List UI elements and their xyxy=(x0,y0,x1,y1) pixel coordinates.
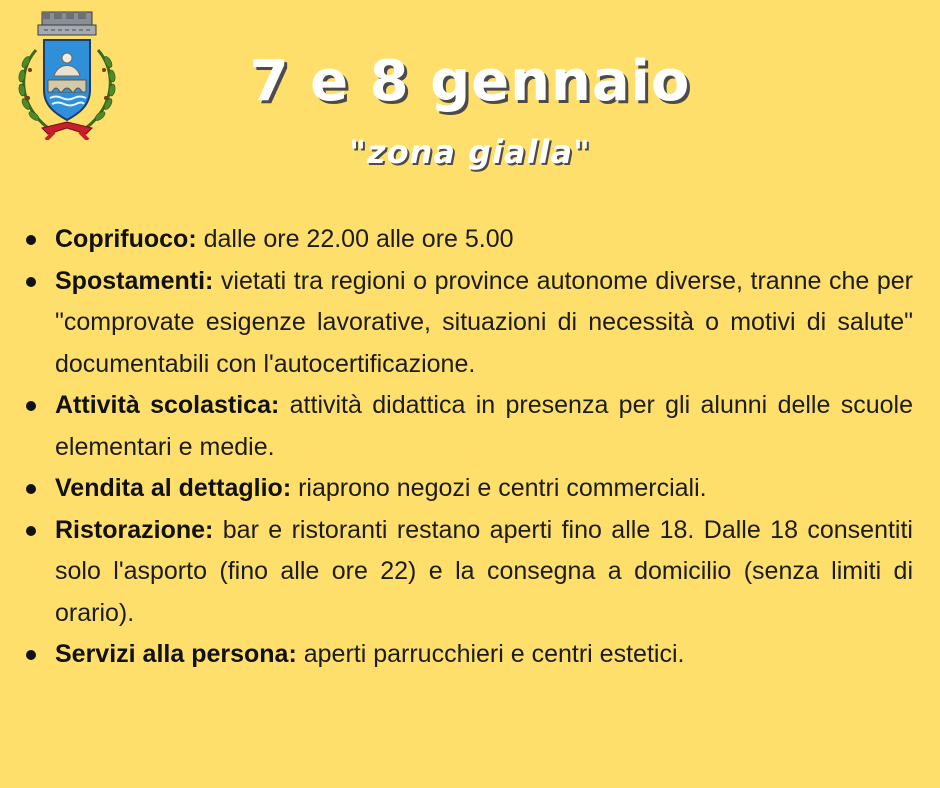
item-text: riaprono negozi e centri commerciali. xyxy=(291,474,707,502)
item-label: Coprifuoco: xyxy=(55,225,197,253)
item-label: Vendita al dettaglio: xyxy=(55,474,292,502)
bullet-icon xyxy=(26,235,36,245)
page-subtitle: "zona gialla" xyxy=(349,133,591,171)
list-item xyxy=(22,468,913,510)
page-title: 7 e 8 gennaio xyxy=(249,49,691,114)
list-item xyxy=(22,219,913,261)
bullet-icon xyxy=(26,650,36,660)
item-label: Ristorazione: xyxy=(55,515,214,544)
item-text: bar e ristoranti restano aperti fino alle 18. Dalle 18 consentiti solo l'asporto (fino alle ore 22) e la consegna a domicilio (senza limiti di orario). xyxy=(55,515,913,627)
bullet-icon xyxy=(26,401,36,411)
item-label: Spostamenti: xyxy=(55,266,214,295)
list-item xyxy=(22,634,913,676)
list-item xyxy=(22,385,913,468)
bullet-icon xyxy=(26,526,36,536)
item-label: Servizi alla persona: xyxy=(55,640,297,668)
rules-list xyxy=(22,219,913,676)
list-item xyxy=(22,510,913,635)
item-text: vietati tra regioni o province autonome diverse, tranne che per "comprovate esigenze lavorative, situazioni di necessità o motivi di salute" documentabili con l'autocertificazione. xyxy=(55,266,913,378)
item-label: Attività scolastica: xyxy=(55,391,280,419)
item-text: attività didattica in presenza per gli alunni delle scuole elementari e medie. xyxy=(55,391,913,461)
bullet-icon xyxy=(26,277,36,287)
list-item xyxy=(22,261,913,386)
item-text: dalle ore 22.00 alle ore 5.00 xyxy=(196,225,514,253)
item-text: aperti parrucchieri e centri estetici. xyxy=(296,640,685,668)
bullet-icon xyxy=(26,484,36,494)
